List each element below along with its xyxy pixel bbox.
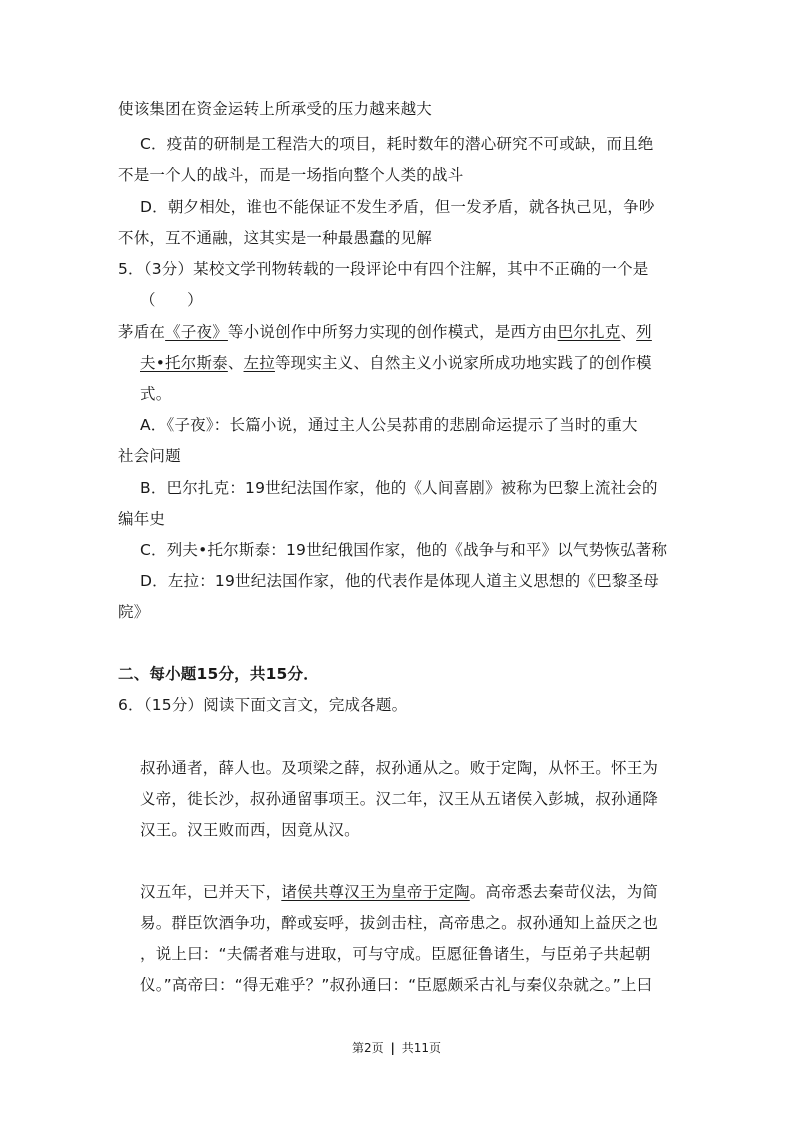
current-page: 第2页 (352, 1041, 384, 1055)
total-pages: 共11页 (401, 1041, 441, 1055)
q5-passage-line-1 (118, 322, 652, 342)
passage-text: 等小说创作中所努力实现的创作模式，是西方由 (227, 323, 558, 341)
annotated-term-balzac: 巴尔扎克 (557, 323, 621, 341)
q5-option-b-line-2: 编年史 (118, 510, 166, 528)
q5-option-d-line-1: D．左拉：19世纪法国作家，他的代表作是体现人道主义思想的《巴黎圣母 (140, 572, 659, 590)
underlined-sentence: 诸侯共尊汉王为皇帝于定陶 (281, 883, 470, 901)
q6-passage-p2-line-1 (140, 882, 658, 902)
q6-passage-p2-line-4: 仪。”高帝曰：“得无难乎？”叔孙通曰：“臣愿颇采古礼与秦仪杂就之。”上曰 (140, 976, 653, 994)
q4-option-c-line-1: C．疫苗的研制是工程浩大的项目，耗时数年的潜心研究不可或缺，而且绝 (140, 135, 654, 153)
q6-passage-p1-line-2: 义帝，徙长沙，叔孙通留事项王。汉二年，汉王从五诸侯入彭城，叔孙通降 (140, 790, 659, 808)
q5-answer-blank: （ ） (140, 291, 203, 309)
passage-text: 。高帝悉去秦苛仪法，为简 (469, 883, 659, 901)
q5-option-a-line-1: A．《子夜》：长篇小说，通过主人公吴荪甫的悲剧命运提示了当时的重大 (140, 416, 638, 434)
annotated-term-tolstoy-part1: 列 (636, 323, 652, 341)
page-footer (0, 1040, 793, 1056)
passage-text: 、 (227, 354, 244, 372)
passage-text: 等现实主义、自然主义小说家所成功地实践了的创作模 (274, 354, 652, 372)
passage-text: 、 (620, 323, 637, 341)
q6-passage-p1-line-3: 汉王。汉王败而西，因竟从汉。 (140, 821, 360, 839)
annotated-term-zola: 左拉 (243, 354, 275, 372)
footer-separator: | (390, 1041, 395, 1055)
q5-passage-line-2 (140, 353, 652, 373)
annotated-term-ziye: 《子夜》 (165, 323, 228, 341)
q4-continuation-line: 使该集团在资金运转上所承受的压力越来越大 (118, 100, 433, 118)
annotated-term-tolstoy-part2: 夫•托尔斯泰 (140, 354, 228, 372)
q5-passage-line-3: 式。 (140, 385, 172, 403)
q5-stem: 5．（3分）某校文学刊物转载的一段评论中有四个注解，其中不正确的一个是 (118, 260, 649, 278)
passage-text: 汉五年，已并天下， (140, 883, 282, 901)
q5-option-d-line-2: 院》 (118, 603, 150, 621)
q5-option-b-line-1: B．巴尔扎克：19世纪法国作家，他的《人间喜剧》被称为巴黎上流社会的 (140, 479, 658, 497)
q5-option-c: C．列夫•托尔斯泰：19世纪俄国作家，他的《战争与和平》以气势恢弘著称 (140, 541, 668, 559)
q4-option-d-line-2: 不休，互不通融，这其实是一种最愚蠢的见解 (118, 229, 433, 247)
q6-stem: 6．（15分）阅读下面文言文，完成各题。 (118, 696, 408, 714)
q6-passage-p1-line-1: 叔孙通者，薛人也。及项梁之薛，叔孙通从之。败于定陶，从怀王。怀王为 (140, 759, 659, 777)
q4-option-d-line-1: D．朝夕相处，谁也不能保证不发生矛盾，但一发矛盾，就各执己见，争吵 (140, 198, 655, 216)
q4-option-c-line-2: 不是一个人的战斗，而是一场指向整个人类的战斗 (118, 166, 464, 184)
q6-passage-p2-line-2: 易。群臣饮酒争功，醉或妄呼，拔剑击柱，高帝患之。叔孙通知上益厌之也 (140, 914, 659, 932)
section-2-heading: 二、每小题15分，共15分． (118, 665, 319, 683)
passage-text: 茅盾在 (118, 323, 166, 341)
q6-passage-p2-line-3: ，说上曰：“夫儒者难与进取，可与守成。臣愿征鲁诸生，与臣弟子共起朝 (140, 945, 651, 963)
q5-option-a-line-2: 社会问题 (118, 447, 181, 465)
